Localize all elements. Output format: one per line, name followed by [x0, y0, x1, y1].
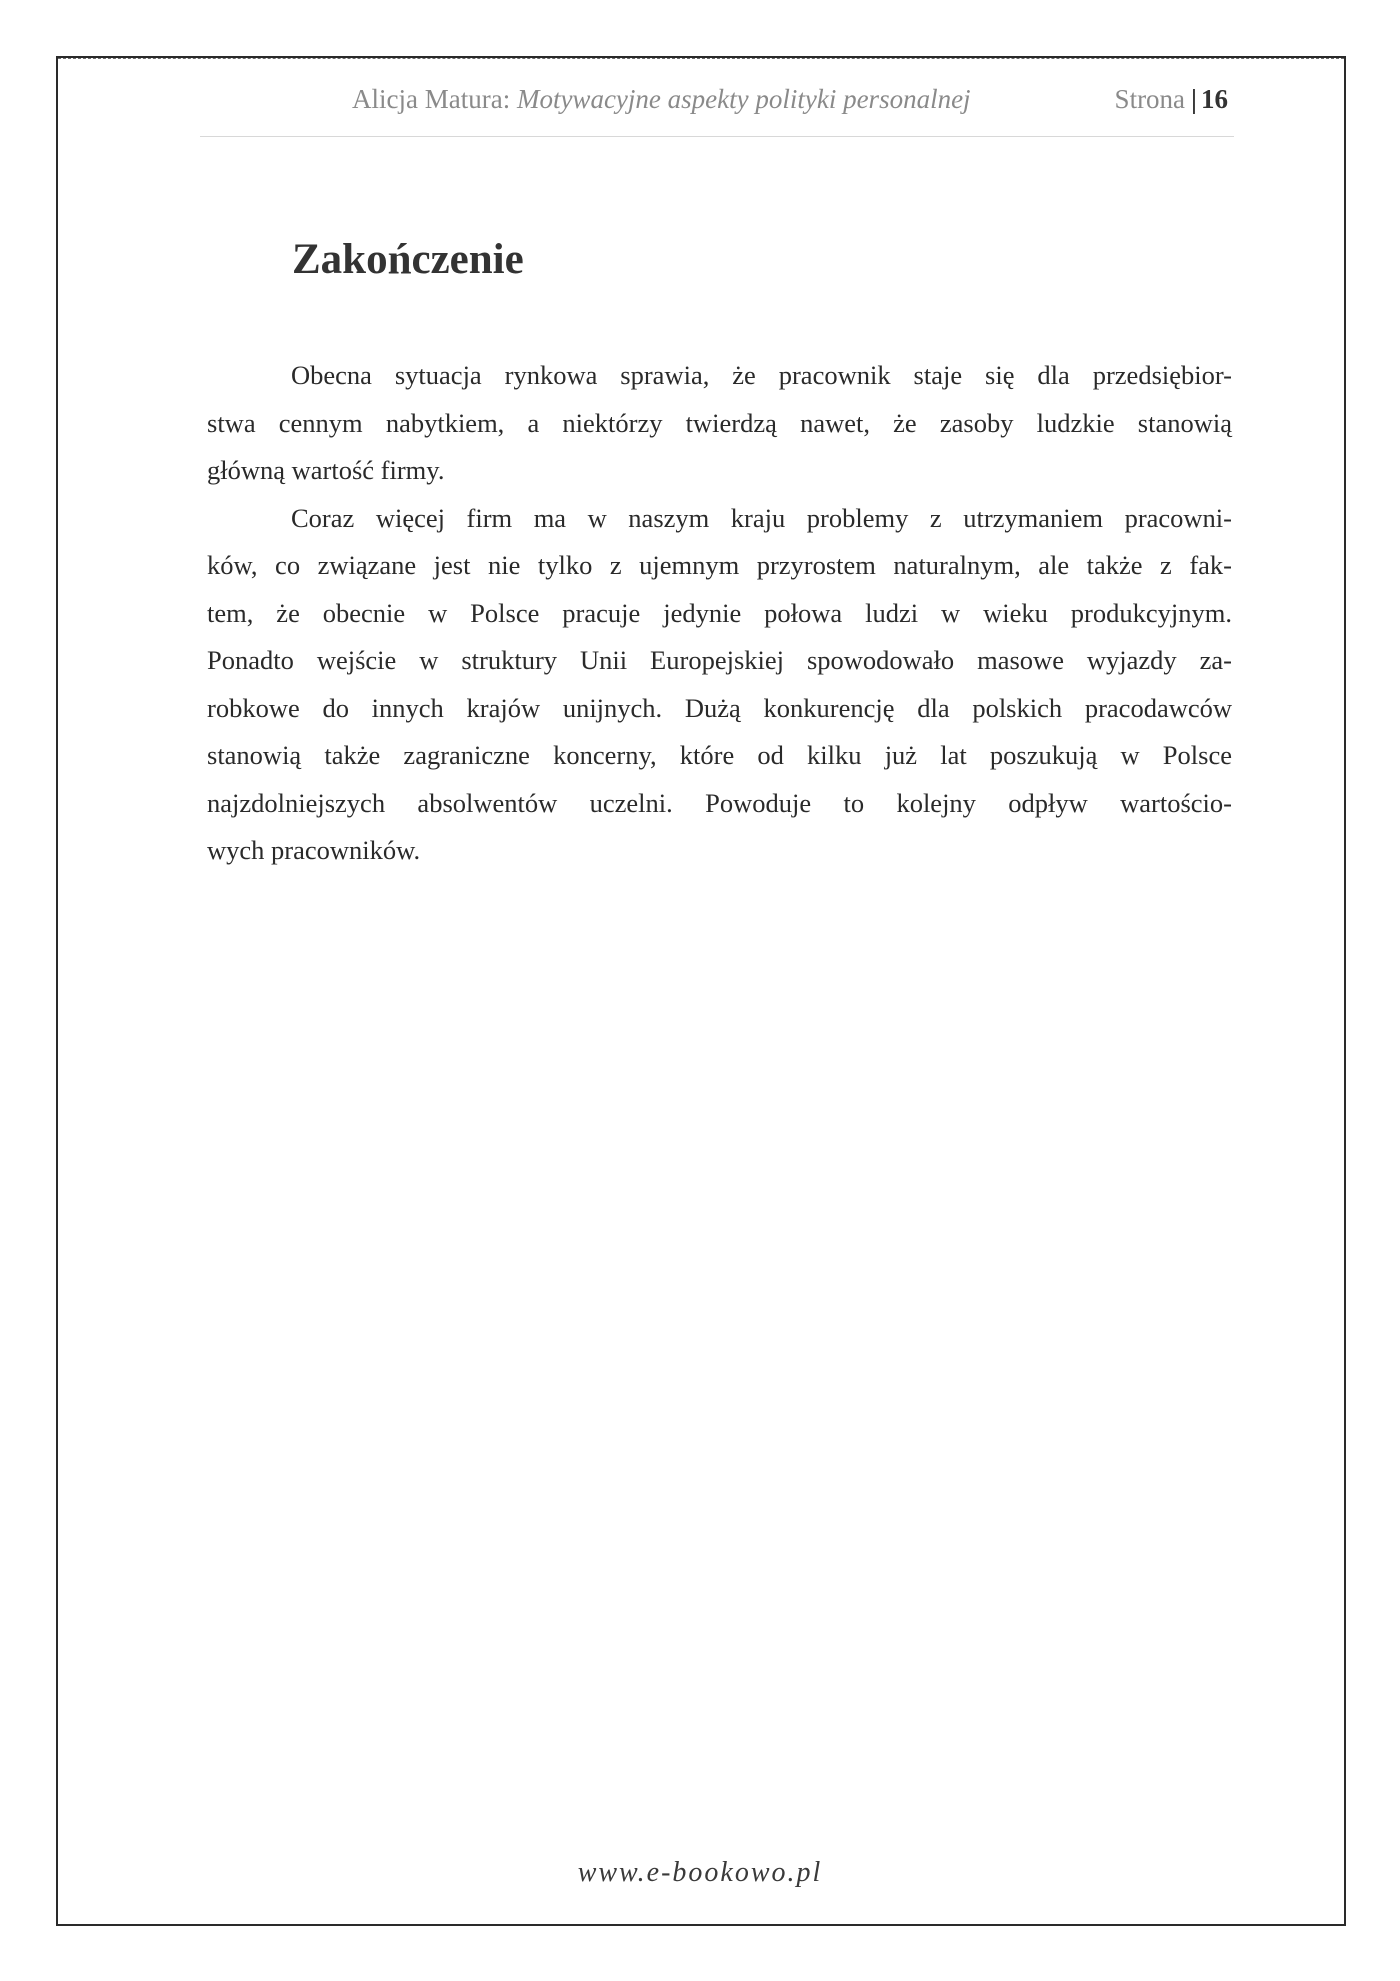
header-author: Alicja Matura: [352, 84, 511, 114]
paragraph-line: najzdolniejszych absolwentów uczelni. Powoduje to kolejny odpływ wartościo- [207, 787, 1232, 818]
header-page-number: 16 [1201, 84, 1228, 114]
paragraph-line: stwa cennym nabytkiem, a niektórzy twierdzą nawet, że zasoby ludzkie stanowią [207, 407, 1232, 438]
running-header [200, 81, 1234, 137]
paragraph-line: wych pracowników. [207, 835, 421, 865]
paragraph-line: ków, co związane jest nie tylko z ujemnym przyrostem naturalnym, ale także z fak- [207, 550, 1232, 580]
page-frame [56, 56, 1346, 1926]
paragraph-line: Ponadto wejście w struktury Unii Europejskiej spowodowało masowe wyjazdy za- [207, 645, 1232, 675]
header-title [352, 81, 971, 117]
paragraph-line: główną wartość firmy. [207, 455, 445, 485]
chapter-title: Zakończenie [292, 236, 524, 283]
paragraph-line: stanowią także zagraniczne koncerny, które od kilku już lat poszukują w Polsce [207, 740, 1232, 770]
paragraph-line: Obecna sytuacja rynkowa sprawia, że pracownik staje się dla przedsiębior- [291, 360, 1232, 390]
header-page-indicator [1115, 81, 1228, 117]
paragraph-line: robkowe do innych krajów unijnych. Dużą konkurencję dla polskich pracodawców [207, 692, 1232, 723]
paragraph-2 [207, 495, 1232, 875]
body-text [207, 352, 1232, 875]
header-separator: | [1191, 84, 1197, 114]
header-page-label: Strona [1114, 84, 1186, 114]
paragraph-1 [207, 352, 1232, 495]
paragraph-line: Coraz więcej firm ma w naszym kraju problemy z utrzymaniem pracowni- [291, 502, 1232, 533]
footer-url[interactable]: www.e-bookowo.pl [577, 1857, 823, 1888]
header-book-title: Motywacyjne aspekty polityki personalnej [516, 84, 971, 114]
paragraph-line: tem, że obecnie w Polsce pracuje jedynie połowa ludzi w wieku produkcyjnym. [207, 597, 1232, 628]
